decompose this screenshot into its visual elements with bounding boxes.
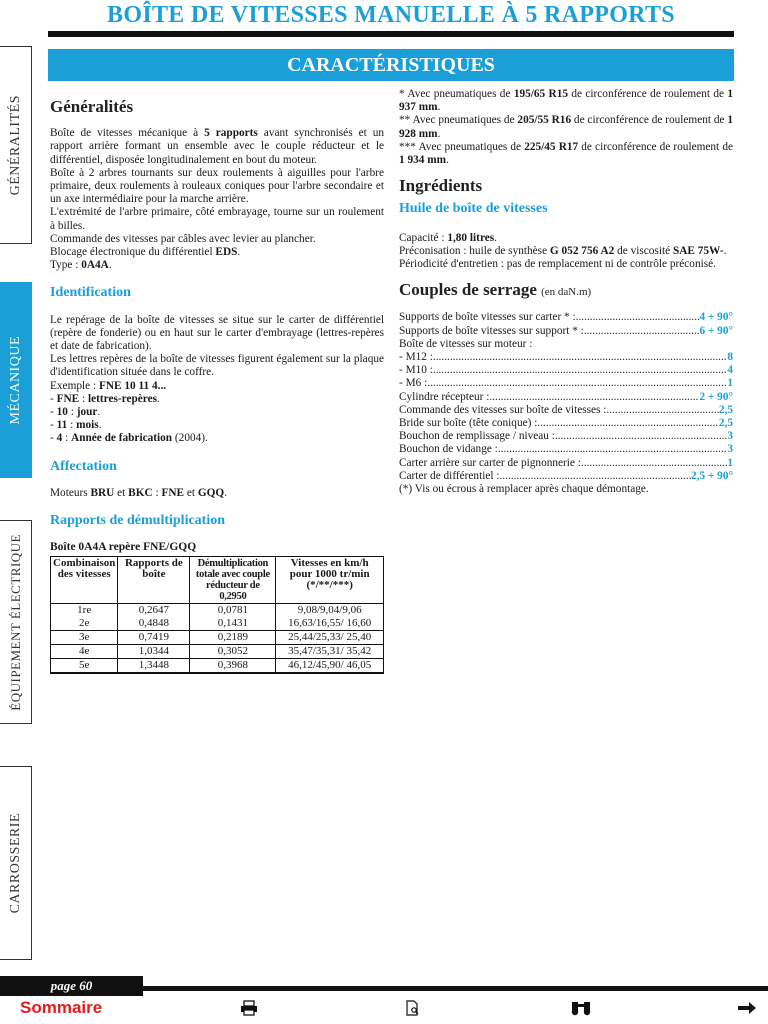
- torque-line: Commande des vitesses sur boîte de vitesses : ..... 2,5: [399, 404, 733, 417]
- tab-label: GÉNÉRALITÉS: [7, 94, 23, 196]
- rapports-heading: Rapports de démultiplication: [50, 513, 226, 529]
- table-row: 4e 1,0344 0,3052 35,47/35,31/ 35,42: [51, 645, 384, 659]
- identification-text: Le repérage de la boîte de vitesses se situe sur le carter de différentiel (repère de fonderie) ou en haut sur le carter d'embrayage (lettres-repères et date de fabrication). Les lettres repères de la boîte de vitesses figurent également sur la plaque d'identification située dans le coffre. Exemple : FNE 10 11 4... - FNE : lettres-repères. - 10 : jour. - 11 : mois. - 4 : Année de fabrication (2004).: [50, 313, 384, 445]
- torque-list: [399, 311, 733, 496]
- table-header: Combinaison des vitesses: [51, 557, 118, 604]
- tyre-notes: * Avec pneumatiques de 195/65 R15 de circonférence de roulement de 1 937 mm. ** Avec pneumatiques de 205/55 R16 de circonférence de roulement de 1 928 mm. *** Avec pneumatiques de 225/45 R17 de circonférence de roulement de 1 934 mm.: [399, 88, 733, 167]
- ratios-table: [50, 556, 384, 674]
- tab-carrosserie[interactable]: [0, 766, 32, 960]
- table-row: 3e 0,7419 0,2189 25,44/25,33/ 25,40: [51, 631, 384, 645]
- tab-generalites[interactable]: [0, 46, 32, 244]
- torque-line: Carter arrière sur carter de pignonnerie : ..... 1: [399, 457, 733, 470]
- sommaire-link[interactable]: Sommaire: [20, 998, 103, 1017]
- ingredients-heading: Ingrédients: [399, 176, 483, 196]
- table-header: Démultiplication totale avec couple réducteur de 0,2950: [190, 557, 276, 604]
- tab-equipement-electrique[interactable]: [0, 520, 32, 724]
- affectation-heading: Affectation: [50, 458, 117, 474]
- tab-label: CARROSSERIE: [7, 812, 23, 914]
- table-row: 1re 0,2647 0,0781 9,08/9,04/9,06: [51, 604, 384, 618]
- torque-line: Bouchon de remplissage / niveau : ..... 3: [399, 430, 733, 443]
- tab-label: MÉCANIQUE: [7, 335, 23, 425]
- torque-line: Bouchon de vidange : ..... 3: [399, 443, 733, 456]
- table-row: 5e 1,3448 0,3968 46,12/45,90/ 46,05: [51, 659, 384, 674]
- tab-label: ÉQUIPEMENT ÉLECTRIQUE: [7, 533, 23, 711]
- page-number: page 60: [0, 976, 143, 996]
- torque-line: Carter de différentiel : ..... 2,5 + 90°: [399, 470, 733, 483]
- tab-mecanique[interactable]: [0, 282, 32, 478]
- torque-line: - M12 : ..... 8: [399, 351, 733, 364]
- title-rule: [48, 31, 734, 37]
- couples-heading: Couples de serrage (en daN.m): [399, 280, 592, 300]
- printer-icon[interactable]: [240, 1000, 258, 1020]
- table-title: Boîte 0A4A repère FNE/GQQ: [50, 541, 197, 554]
- torque-line: Supports de boîte vitesses sur carter * : ..... 4 + 90°: [399, 311, 733, 324]
- page-title: BOÎTE DE VITESSES MANUELLE À 5 RAPPORTS: [107, 2, 675, 28]
- right-column: [399, 88, 733, 496]
- generalites-text: Boîte de vitesses mécanique à 5 rapports avant synchronisés et un rapport arrière formant un ensemble avec le couple réducteur et le différentiel, disposée longitudinalement en bout du moteur. Boîte à 2 arbres tournants sur deux roulements à aiguilles pour l'arbre primaire, deux roulements à rouleaux coniques pour l'arbre secondaire et un axe intermédiaire pour la marche arrière. L'extrémité de l'arbre primaire, côté embrayage, tourne sur un roulement à billes. Commande des vitesses par câbles avec levier au plancher. Blocage électronique du différentiel EDS. Type : 0A4A.: [50, 127, 385, 272]
- generalites-heading: Généralités: [50, 97, 134, 116]
- torque-line: - M10 : ..... 4: [399, 364, 733, 377]
- huile-text: Capacité : 1,80 litres. Préconisation : huile de synthèse G 052 756 A2 de viscosité SAE 75W-. Périodicité d'entretien : pas de remplacement ni de contrôle préconisé.: [399, 231, 727, 271]
- huile-heading: Huile de boîte de vitesses: [399, 201, 548, 217]
- table-header: Rapports de boîte: [118, 557, 190, 604]
- affectation-text: Moteurs BRU et BKC : FNE et GQQ.: [50, 486, 228, 499]
- torque-line: - M6 : ..... 1: [399, 377, 733, 390]
- torque-line: Bride sur boîte (tête conique) : ..... 2,5: [399, 417, 733, 430]
- identification-heading: Identification: [50, 285, 131, 301]
- left-column: [50, 90, 384, 674]
- torque-note: (*) Vis ou écrous à remplacer après chaque démontage.: [399, 483, 649, 496]
- arrow-right-icon[interactable]: [737, 1000, 757, 1020]
- document-icon[interactable]: [404, 1000, 420, 1020]
- torque-line: Cylindre récepteur : ..... 2 + 90°: [399, 391, 733, 404]
- section-banner: CARACTÉRISTIQUES: [48, 49, 734, 81]
- binoculars-icon[interactable]: [570, 1000, 592, 1020]
- torque-line: Boîte de vitesses sur moteur :: [399, 337, 533, 350]
- torque-line: Supports de boîte vitesses sur support * : ..... 6 + 90°: [399, 325, 733, 338]
- table-header: Vitesses en km/h pour 1000 tr/min (*/**/***): [276, 557, 384, 604]
- table-row: 2e 0,4848 0,1431 16,63/16,55/ 16,60: [51, 617, 384, 631]
